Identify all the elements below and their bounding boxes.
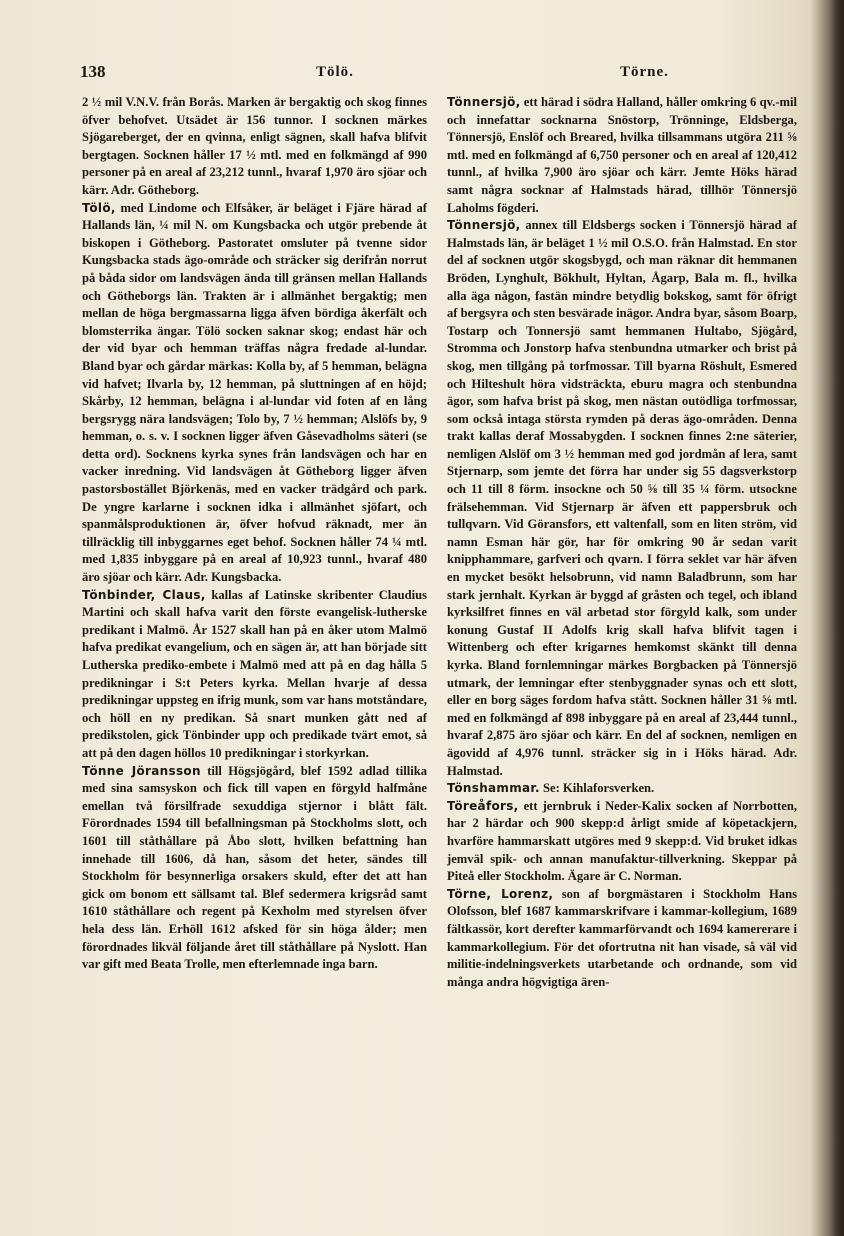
entry-headword: Tönnersjö,: [447, 95, 521, 109]
entry-toreafors: [447, 798, 797, 886]
entry-headword: Törne, Lorenz,: [447, 886, 554, 901]
entry-text: Se: Kihlaforsverken.: [542, 781, 655, 796]
entry-text: 2 ½ mil V.N.V. från Borås. Marken är bergaktig och skog finnes öfver behofvet. Utsädet är 156 tunnor. I socknen märkes Sjögareberget, der en qvinna, enligt sägnen, skall hafva blifvit bergtagen. Socknen håller 17 ½ mtl. med en folkmängd af 990 personer på en areal af 23,212 tunnl., hvaraf 1,970 äro sjöar och kärr. Adr. Götheborg.: [82, 95, 427, 197]
entry-torne-lorenz: [447, 886, 797, 992]
entry-text: med Lindome och Elfsåker, är beläget i Fjäre härad af Hallands län, ¼ mil N. om Kungsbacka och utgör prebende åt biskopen i Götheborg. Pastoratet omsluter på tvenne sidor Kungsbacka stads ägo-område och sträcker sig derifrån norrut på båda sidor om landsvägen ända till gränsen mellan Hallands och Götheborgs län. Trakten är i allmänhet bergaktig; men mellan de höga bergmassarna ligga äfven bördiga åkerfält och blomsterrika ängar. Tölö socken saknar skog; endast här och der vid byar och hemman träffas några fredade al-lundar. Bland byar och gårdar märkas: Kolla by, af 5 hemman, belägna vid hafvet; Ilvarla by, 12 hemman, på sluttningen af en höjd; Skårby, 12 hemman, belägna i al-lundar vid foten af en lång bergsrygg nära landsvägen; Tolo by, 7 ½ hemman; Alslöfs by, 9 hemman, o. s. v. I socknen ligger äfven Gåsevadholms säteri (se detta ord). Socknens kyrka synes från landsvägen och har en vacker inredning. Vid landsvägen åt Götheborg ligger äfven pastorsbostället Björkenäs, med en vacker trädgård och park. De yngre karlarne i socknen idka i allmänhet sjöfart, och spanmålsproduktionen är, öfver hofvud räknadt, mer än tillräcklig till inbyggarnes eget behof. Socknen håller 74 ¼ mtl. med 1,835 inbyggare på en areal af 10,923 tunnl., hvaraf 480 äro sjöar och kärr. Adr. Kungsbacka.: [82, 200, 427, 585]
entry-text: annex till Eldsbergs socken i Tönnersjö härad af Halmstads län, är beläget 1 ½ mil O.S.O. från Halmstad. En stor del af socknen utgör skogsbygd, och man räknar dit hemmanen Bröden, Lynghult, Bökhult, Hyltan, Ågarp, Bala m. fl., hvilka alla äga någon, fastän mindre betydlig bokskog, samt för öfrigt af bergsyra och sten besvärade inägor. Andra byar, såsom Boarp, Tostarp och Tonnersjö samt hemmanen Hultabo, Sjögård, Stromma och Jonstorp hafva stenbundna utmarker och brist på skog, men tillgång på torfmossar. Till byarna Röshult, Esmered och Hilteshult höra vidsträckta, eburu magra och stenbundna ägor, som hafva brist på skog, men nästan outödliga torfmossar, som också intaga största rymden på deras ägo-områden. Denna trakt kallas deraf Mossabygden. I socknen finnes 2:ne säterier, nemligen Alslöf om 3 ½ hemman med god jordmån af lera, samt Stjernarp, som jemte det förra har under sig 55 dagsverkstorp och 11 till 8 förm. insockne och 50 ⅝ till 35 ¼ förm. utsockne frälsehemman. Vid Stjernarp är äfven ett pappersbruk och tullqvarn. Vid Göransfors, ett valtenfall, som en liten ström, vid namn Esman här gör, har för omkring 90 år sedan varit knipphammare, garfveri och qvarn. I förra seklet var här äfven en mycket besökt helsobrunn, vid namn Baladbrunn, som har stark jernhalt. Kyrkan är byggd af gråsten och tegel, och ibland kyrksilfret finnes en väl arbetad stor förgyld kalk, som under konung Gustaf II Adolfs krig skall hafva blifvit tagen i Wittenberg och efter krigarnes hemkomst skänkt till denna kyrka. Bland fornlemningar märkes Borgbacken på Tönnersjö utmark, der lemningar efter stenbyggnader synas och ett slott, eller en borg säges fordom hafva stått. Socknen håller 31 ⅝ mtl. med en folkmängd af 898 inbyggare på en areal af 23,444 tunnl., hvaraf 2,875 äro sjöar och kärr. En del af socknen, nemligen en ägovidd af 4,976 tunnl. sträcker sig in i Höks härad. Adr. Halmstad.: [447, 218, 797, 778]
entry-text: till Högsjögård, blef 1592 adlad tillika med sina samsyskon och fick till vapen en förgyld halfmåne emellan två försilfrade sexuddiga stjernor i blått fält. Förordnades 1594 till befallningsman på Stockholms slott, och 1601 till ståthållare på Åbo slott, hvilken befattning han innehade till 1606, då han, såsom det heter, sändes till Stockholm för besynnerliga orsakers skuld, efter det att han gick om bonom ett sällsamt tal. Blef sedermera krigsråd samt 1610 ståthållare och regent på Kexholm med styrelsen öfver hela dess län. Erhöll 1612 afsked för sin höga ålder; men förordnades likväl följande året till ståthållare på Nyslott. Han var gift med Beata Trolle, men efterlemnade inga barn.: [82, 763, 427, 972]
entry-headword: Tönne Jöransson: [82, 763, 201, 778]
right-running-head: Törne.: [620, 64, 669, 80]
entry-text: son af borgmästaren i Stockholm Hans Olofsson, blef 1687 kammarskrifvare i kammar-kollegium, 1689 fältkassör, kort derefter kammarförvandt och 1694 kamererare i kammarkollegium. För det ofortrutna nit han visade, så väl vid militie-indelningsverkets utarbetande och ordnande, som vid många andra högvigtiga ären-: [447, 886, 797, 989]
left-column: [82, 94, 427, 974]
entry-tonne-joransson: [82, 763, 427, 974]
entry-tolo: [82, 200, 427, 587]
right-column: [447, 94, 797, 991]
entry-text: ett jernbruk i Neder-Kalix socken af Norrbotten, har 2 härdar och 900 skepp:d årligt smide af köpetackjern, hvarföre hammarskatt utgöres med 9 skepp:d. Vid bruket idkas jemväl spik- och annan manufaktur-tillverkning. Skeppar på Piteå eller Stockholm. Ägare är C. Norman.: [447, 798, 797, 884]
entry-text: ett härad i södra Halland, håller omkring 6 qv.-mil och innefattar socknarna Snöstorp, Trönninge, Eldsberga, Tönnersjö, Enslöf och Breared, hvilka tillsammans utgöra 211 ⅝ mtl. med en folkmängd af 6,750 personer och en areal af 120,412 tunnl., af hvilka 7,900 äro sjöar och kärr. Jemte Höks härad samt några socknar af Halmstads härad, tillhör Tönnersjö Laholms fögderi.: [447, 95, 798, 215]
page-number: 138: [80, 62, 106, 81]
entry-continuation: [82, 94, 427, 200]
page-header: [80, 62, 804, 84]
entry-headword: Tönbinder, Claus,: [82, 587, 206, 602]
entry-tonnersjo-annex: [447, 217, 797, 780]
entry-headword: Tölö,: [82, 200, 116, 215]
entry-tonbinder: [82, 587, 427, 763]
entry-tonnersjo-harad: [447, 94, 797, 217]
entry-tonshammar: [447, 780, 797, 798]
entry-text: kallas af Latinske skribenter Claudius Martini och skall hafva varit den förste evangelisk-lutherske predikant i Malmö. År 1527 skall han på en åker utom Malmö hafva predikat evangelium, och en sägen är, att han började sitt Lutherska prediko-embete i Malmö med att på en dag hålla 5 predikningar i S:t Peters kyrka. Mellan hvarje af dessa predikningar uppsteg en ifrig munk, som var hans motståndare, och höll en ny predikan. Så snart munken gått ned af predikstolen, gick Tönbinder upp och predikade tvärt emot, så att på den dagen höllos 10 predikningar i storkyrkan.: [82, 587, 428, 760]
page-binding-shadow: [830, 0, 844, 1236]
left-running-head: Tölö.: [316, 64, 354, 80]
entry-headword: Töreåfors,: [447, 798, 519, 813]
entry-headword: Tönshammar.: [447, 781, 540, 796]
entry-headword: Tönnersjö,: [447, 218, 521, 233]
